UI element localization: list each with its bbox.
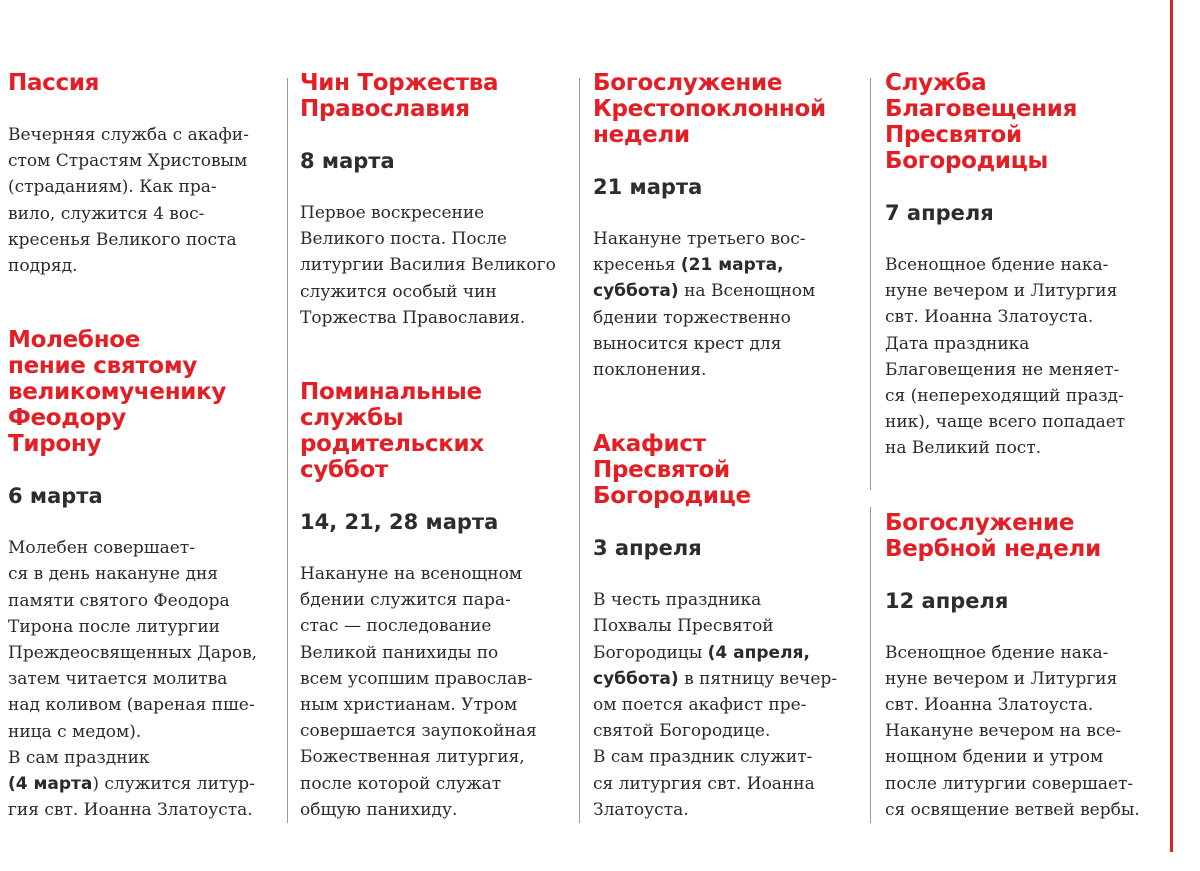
section-verbnaya xyxy=(885,510,1157,823)
section-body: Накануне на всенощном бдении служится пара- стас — последование Великой панихиды по всем усопшим православ- ным христианам. Утром совершается заупокойная Божественная литургия, после которой служат общую панихиду. xyxy=(300,564,537,820)
section-date: 3 апреля xyxy=(593,536,702,561)
section-blagoveshchenie xyxy=(885,70,1157,462)
column-divider-1 xyxy=(287,78,288,823)
section-title: Служба Благовещения Пресвятой Богородицы xyxy=(885,70,1078,174)
column-divider-3-bottom xyxy=(870,507,871,823)
column-3 xyxy=(593,70,865,871)
column-4 xyxy=(885,70,1157,871)
section-moleben-feodor xyxy=(8,327,280,823)
section-date: 21 марта xyxy=(593,175,703,199)
column-1 xyxy=(8,70,280,871)
column-divider-3-top xyxy=(870,78,871,490)
section-body: В честь праздника Похвалы Пресвятой Богородицы (4 апреля, суббота) в пятницу вечер- ом поется акафист пре- святой Богородице. В сам праздник служит- ся литургия свт. Иоанна Златоуста. xyxy=(593,590,838,820)
section-title: Чин Торжества Православия xyxy=(300,70,499,122)
section-torzhestvo xyxy=(300,70,572,331)
section-title: Молебное пение святому великомученику Феодору Тирону xyxy=(8,327,227,458)
section-title: Поминальные службы родительских суббот xyxy=(300,379,484,484)
section-date: 8 марта xyxy=(300,149,395,173)
section-akafist xyxy=(593,431,865,823)
section-date: 14, 21, 28 марта xyxy=(300,510,499,535)
section-body: Накануне третьего вос- кресенья (21 марта, суббота) на Всенощном бдении торжественно выносится крест для поклонения. xyxy=(593,229,816,381)
section-body: Первое воскресение Великого поста. После литургии Василия Великого служится особый чин Торжества Православия. xyxy=(300,203,556,328)
section-title: Акафист Пресвятой Богородице xyxy=(593,431,751,510)
section-date: 7 апреля xyxy=(885,201,994,225)
section-date: 6 марта xyxy=(8,484,103,509)
section-body: Молебен совершает- ся в день накануне дня памяти святого Феодора Тирона после литургии Преждеосвященных Даров, затем читается молитва над коливом (вареная пше- ница с медом). В сам праздник (4 марта) служится литур- гия свт. Иоанна Златоуста. xyxy=(8,538,258,821)
section-body: Всенощное бдение нака- нуне вечером и Литургия свт. Иоанна Златоуста. Дата праздника Благовещения не меняет- ся (непереходящий празд- ник), чаще всего попадает на Великий пост. xyxy=(885,255,1126,459)
section-body: Всенощное бдение нака- нуне вечером и Литургия свт. Иоанна Златоуста. Накануне вечером на все- нощном бдении и утром после литургии совершает- ся освящение ветвей вербы. xyxy=(885,642,1140,820)
red-edge-rule xyxy=(1170,0,1173,852)
column-divider-2 xyxy=(579,78,580,823)
section-body: Вечерняя служба с акафи- стом Страстям Христовым (страданиям). Как пра- вило, служится 4 вос- кресенья Великого поста подряд. xyxy=(8,125,249,277)
section-date: 12 апреля xyxy=(885,588,1009,613)
section-krestopoklonnaya xyxy=(593,70,865,383)
section-passia xyxy=(8,70,280,279)
section-title: Пассия xyxy=(8,70,100,96)
section-title: Богослужение Вербной недели xyxy=(885,509,1101,562)
section-title: Богослужение Крестопоклонной недели xyxy=(593,70,826,148)
column-2 xyxy=(300,70,572,871)
section-roditelskie-subboty xyxy=(300,379,572,823)
